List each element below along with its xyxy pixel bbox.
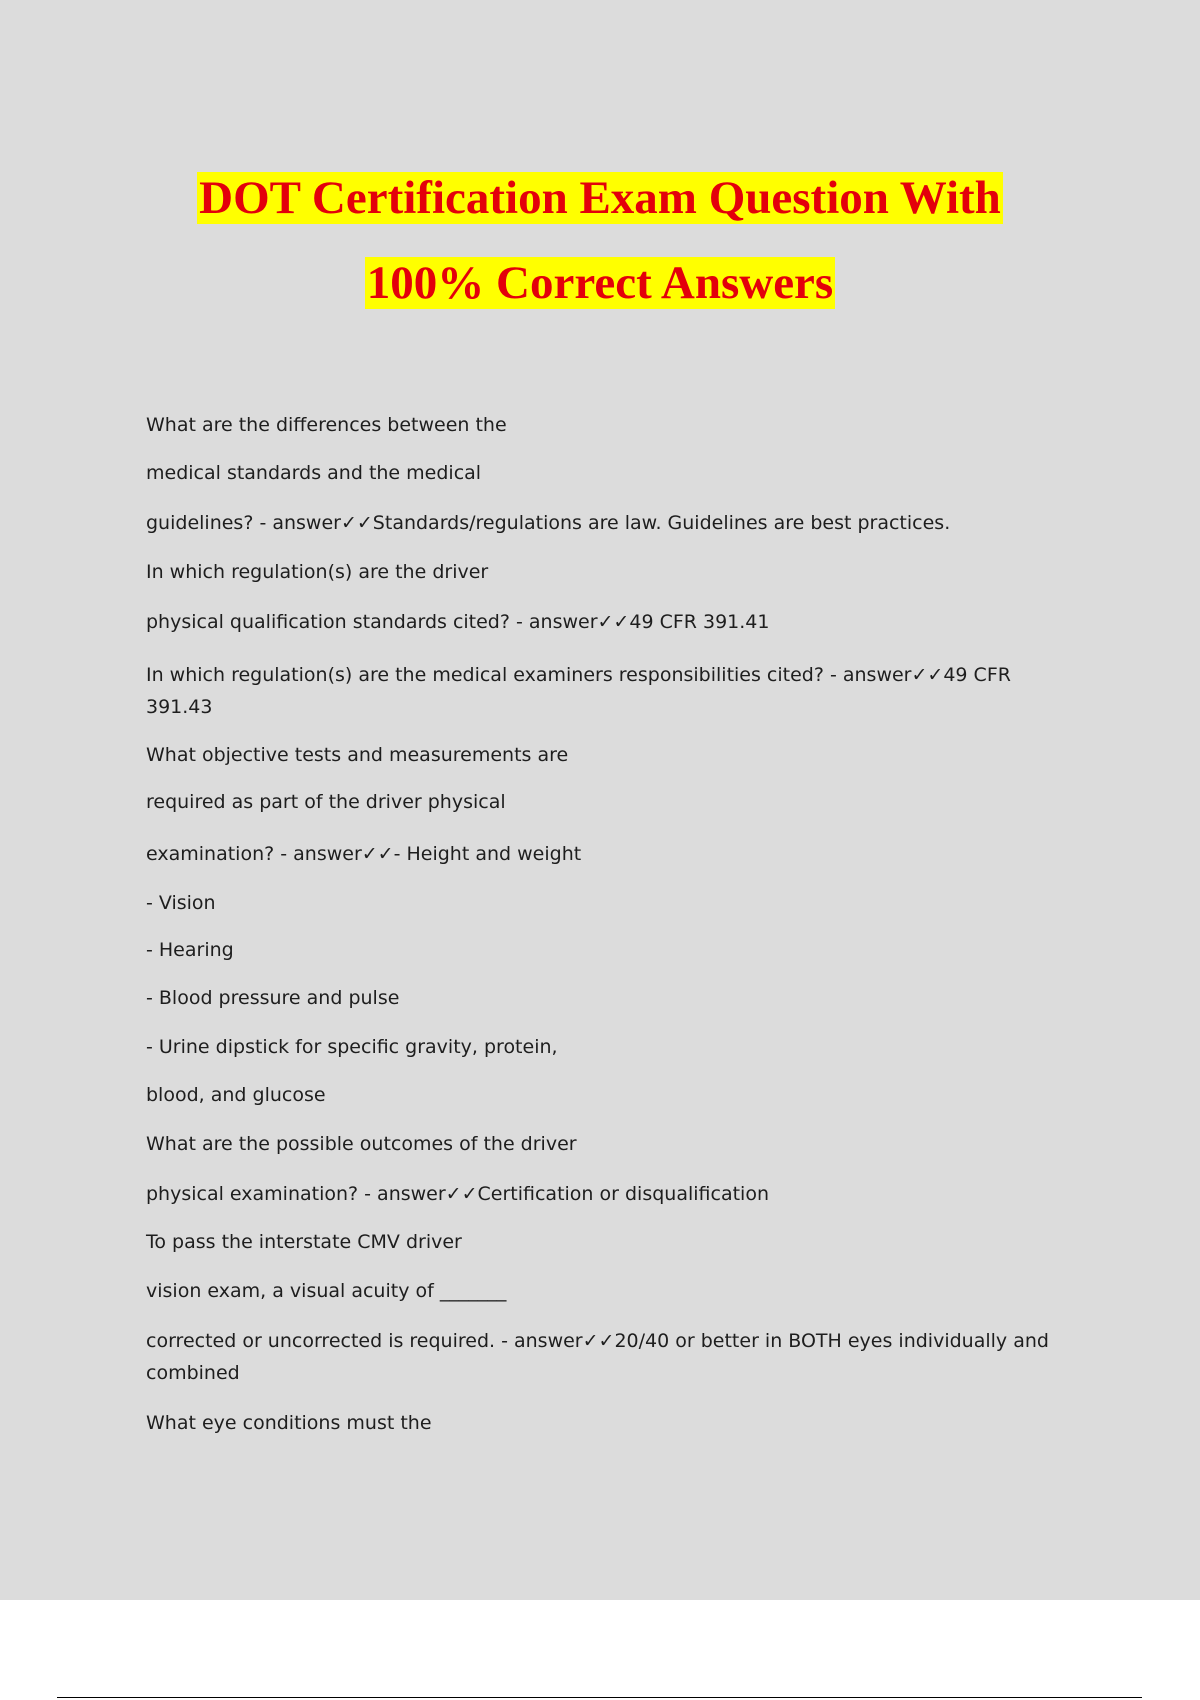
document-title-line-1: DOT Certification Exam Question With: [199, 172, 1001, 224]
text-line: examination? - answer✓✓- Height and weight: [146, 843, 582, 865]
text-line: - Hearing: [146, 939, 234, 961]
text-line: required as part of the driver physical: [146, 791, 506, 813]
text-line: To pass the interstate CMV driver: [146, 1231, 462, 1253]
text-line: What eye conditions must the: [146, 1412, 432, 1434]
text-line: - Blood pressure and pulse: [146, 987, 400, 1009]
text-line: What are the possible outcomes of the driver: [146, 1133, 577, 1155]
text-line: - Vision: [146, 892, 216, 914]
text-line: - Urine dipstick for specific gravity, protein,: [146, 1036, 558, 1058]
footer-rule: [57, 1697, 1142, 1698]
text-line: What are the differences between the: [146, 414, 507, 436]
text-line: physical examination? - answer✓✓Certification or disqualification: [146, 1183, 769, 1205]
document-title-line-2: 100% Correct Answers: [366, 257, 834, 309]
text-line: In which regulation(s) are the driver: [146, 561, 489, 583]
text-line: physical qualification standards cited? - answer✓✓49 CFR 391.41: [146, 611, 770, 633]
text-line: medical standards and the medical: [146, 462, 482, 484]
text-line: corrected or uncorrected is required. - answer✓✓20/40 or better in BOTH eyes individually and combined: [146, 1330, 1049, 1384]
text-line: vision exam, a visual acuity of _______: [146, 1280, 507, 1302]
text-line: blood, and glucose: [146, 1084, 326, 1106]
text-line: In which regulation(s) are the medical examiners responsibilities cited? - answer✓✓49 CFR 391.43: [146, 664, 1011, 718]
text-line: guidelines? - answer✓✓Standards/regulations are law. Guidelines are best practices.: [146, 512, 951, 534]
text-line: What objective tests and measurements are: [146, 744, 569, 766]
